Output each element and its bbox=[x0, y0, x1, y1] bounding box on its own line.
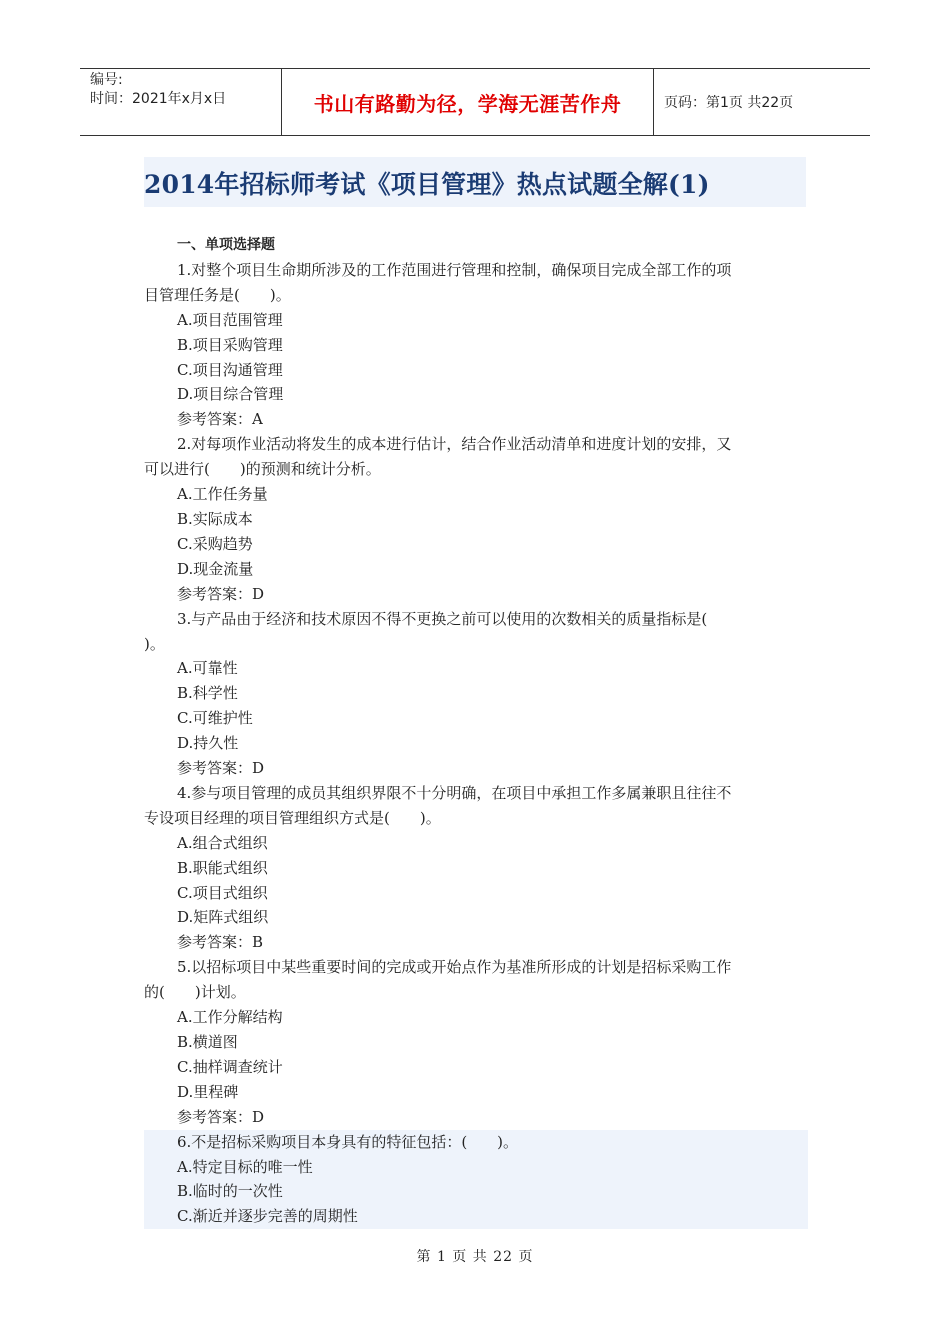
body-line: A.特定目标的唯一性 bbox=[144, 1155, 808, 1180]
body-line: 的( )计划。 bbox=[144, 983, 246, 1002]
body-line: 2.对每项作业活动将发生的成本进行估计，结合作业活动清单和进度计划的安排，又 bbox=[177, 435, 732, 454]
body-line: 参考答案：D bbox=[177, 1107, 265, 1126]
body-line: 参考答案：D bbox=[177, 584, 265, 603]
body-line: B.实际成本 bbox=[177, 509, 253, 528]
body-line: D.项目综合管理 bbox=[177, 385, 284, 404]
body-line: 专设项目经理的项目管理组织方式是( )。 bbox=[144, 808, 441, 827]
body-line: B.科学性 bbox=[177, 684, 238, 703]
body-line: C.渐近并逐步完善的周期性 bbox=[144, 1204, 808, 1229]
body-line: C.采购趋势 bbox=[177, 534, 253, 553]
body-line: 目管理任务是( )。 bbox=[144, 285, 291, 304]
body-line: 1.对整个项目生命期所涉及的工作范围进行管理和控制，确保项目完成全部工作的项 bbox=[177, 260, 732, 279]
body-line: 可以进行( )的预测和统计分析。 bbox=[144, 460, 381, 479]
body-line: C.项目式组织 bbox=[177, 883, 268, 902]
header-meta bbox=[80, 69, 282, 135]
document-body bbox=[144, 233, 808, 1229]
document-number: 编号: bbox=[90, 72, 123, 88]
body-line: 参考答案：D bbox=[177, 759, 265, 778]
header-page-info: 页码：第1页 共22页 bbox=[664, 95, 794, 111]
document-header bbox=[80, 68, 870, 136]
body-line: D.持久性 bbox=[177, 734, 239, 753]
question-list bbox=[144, 258, 808, 1229]
body-line: C.可维护性 bbox=[177, 709, 253, 728]
body-line: )。 bbox=[144, 634, 165, 653]
body-line: C.项目沟通管理 bbox=[177, 360, 283, 379]
header-motto: 书山有路勤为径，学海无涯苦作舟 bbox=[282, 69, 654, 135]
body-line: 参考答案：B bbox=[177, 933, 264, 952]
document-title: 2014年招标师考试《项目管理》热点试题全解(1) bbox=[144, 170, 710, 199]
body-line: D.矩阵式组织 bbox=[177, 908, 269, 927]
body-line: B.横道图 bbox=[177, 1033, 238, 1051]
body-line: A.可靠性 bbox=[177, 659, 238, 678]
body-line: A.项目范围管理 bbox=[177, 310, 283, 329]
body-line: 3.与产品由于经济和技术原因不得不更换之前可以使用的次数相关的质量指标是( bbox=[177, 609, 708, 628]
body-line: D.里程碑 bbox=[177, 1082, 239, 1101]
document-date: 时间：2021年x月x日 bbox=[90, 91, 227, 107]
body-line: 参考答案：A bbox=[177, 410, 263, 429]
body-line: 4.参与项目管理的成员其组织界限不十分明确，在项目中承担工作多属兼职且往往不 bbox=[177, 783, 732, 802]
body-line: A.工作任务量 bbox=[177, 485, 268, 504]
section-heading: 一、单项选择题 bbox=[177, 237, 275, 253]
body-line: A.组合式组织 bbox=[177, 833, 268, 852]
body-line: 6.不是招标采购项目本身具有的特征包括：( )。 bbox=[144, 1130, 808, 1155]
body-line: C.抽样调查统计 bbox=[177, 1057, 283, 1076]
body-line: D.现金流量 bbox=[177, 559, 254, 578]
page-footer: 第 1 页 共 22 页 bbox=[416, 1249, 534, 1265]
body-line: B.临时的一次性 bbox=[144, 1179, 808, 1204]
body-line: B.项目采购管理 bbox=[177, 335, 283, 354]
body-line: B.职能式组织 bbox=[177, 858, 268, 877]
body-line: A.工作分解结构 bbox=[177, 1008, 283, 1027]
body-line: 5.以招标项目中某些重要时间的完成或开始点作为基准所形成的计划是招标采购工作 bbox=[177, 958, 732, 977]
